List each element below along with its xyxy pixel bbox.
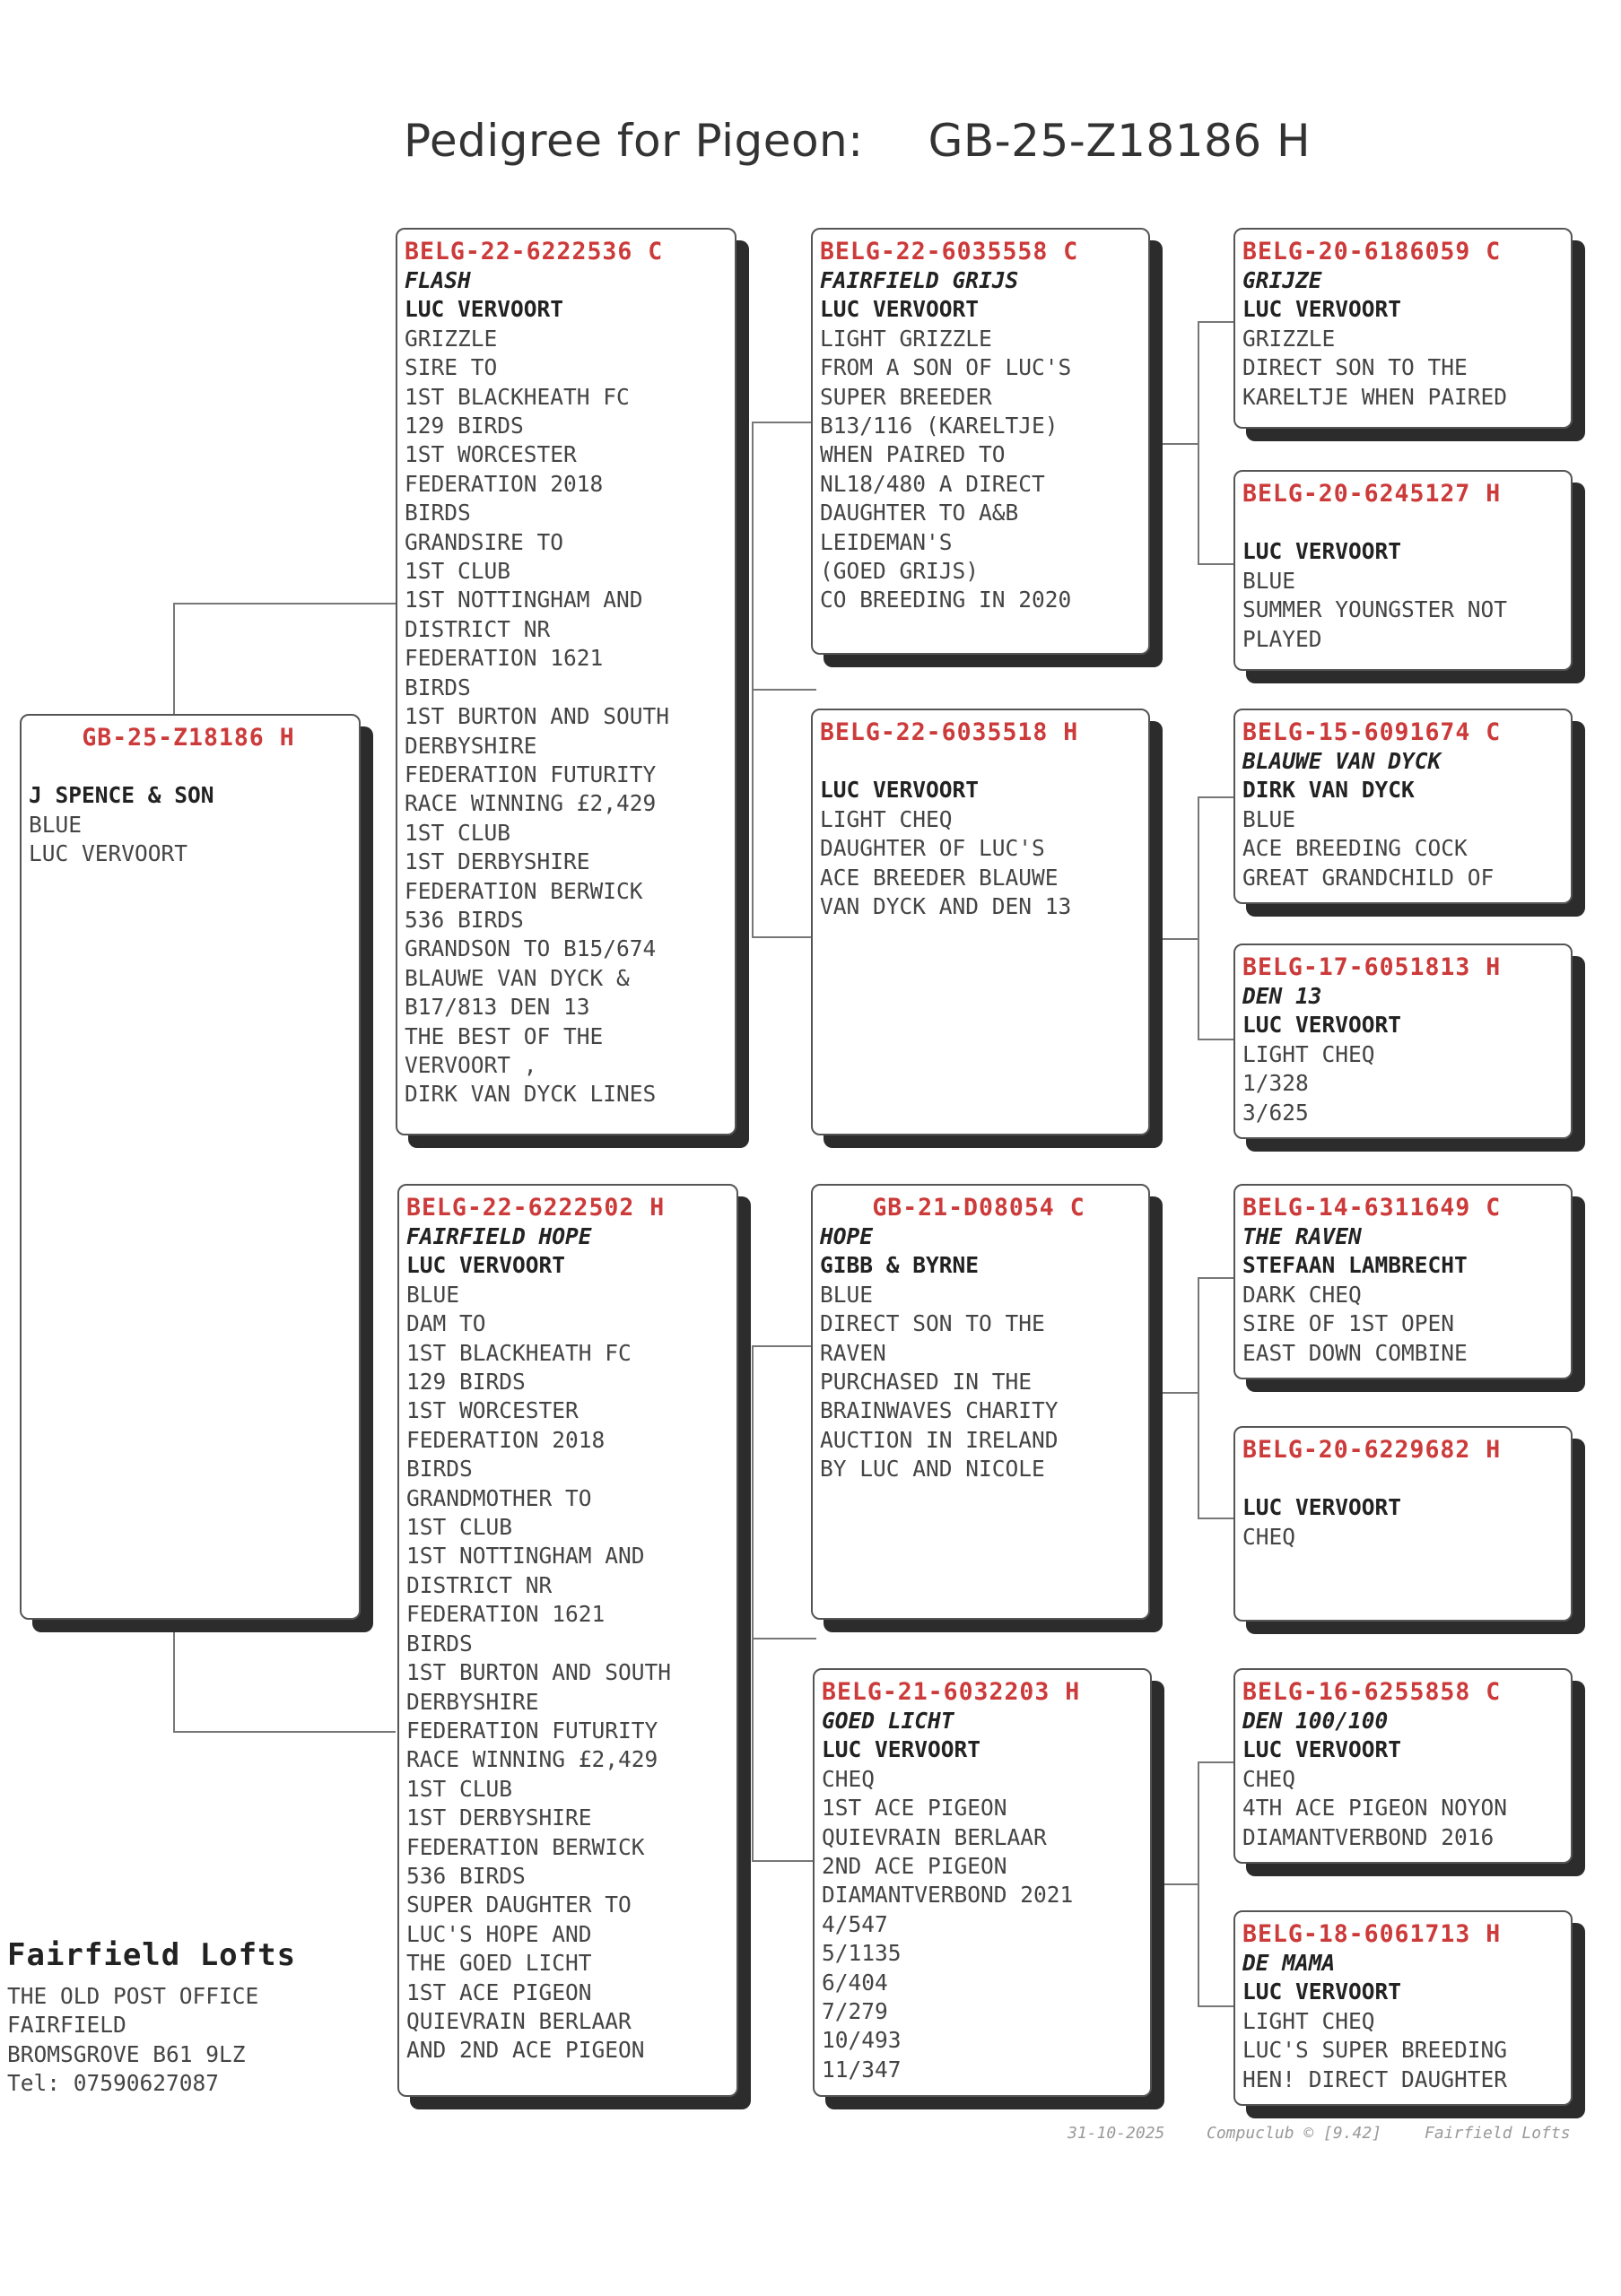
connector [1198,1039,1233,1040]
breeder: LUC VERVOORT [406,1252,566,1279]
connector [1198,1277,1199,1518]
connector [173,603,175,718]
notes: BLUE DIRECT SON TO THE RAVEN PURCHASED IN THE BRAINWAVES CHARITY AUCTION IN IRELAND BY LUC AND NICOLE [820,1281,1059,1483]
ring-number: BELG-22-6222536 C [405,238,664,265]
connector [752,1345,754,1860]
pigeon-name: GRIJZE [1242,267,1322,293]
pigeon-name [1242,1465,1560,1493]
pigeon-name: FAIRFIELD GRIJS [820,267,1019,293]
ring-number: BELG-21-6032203 H [822,1678,1081,1706]
ring-number: BELG-20-6245127 H [1242,480,1502,508]
connector [752,689,816,691]
ring-number: BELG-20-6186059 C [1242,238,1502,265]
great-grandparent-card: BELG-14-6311649 C THE RAVEN STEFAAN LAMBRECHT DARK CHEQ SIRE OF 1ST OPEN EAST DOWN COMBINE [1233,1184,1573,1379]
connector [752,1345,815,1347]
breeder: LUC VERVOORT [29,840,188,867]
ring-number: BELG-22-6222502 H [406,1194,666,1222]
pigeon-name: BLAUWE VAN DYCK [1242,748,1442,774]
stamp-loft: Fairfield Lofts [1425,2124,1571,2143]
notes: LIGHT CHEQ DAUGHTER OF LUC'S ACE BREEDER BLAUWE VAN DYCK AND DEN 13 [820,805,1072,920]
great-grandparent-card: BELG-20-6245127 H LUC VERVOORT BLUE SUMMER YOUNGSTER NOT PLAYED [1233,470,1573,671]
connector [1162,443,1199,445]
connector [752,1860,815,1862]
breeder: DIRK VAN DYCK [1242,777,1415,804]
ring-number: GB-25-Z18186 H [82,724,295,752]
great-grandparent-card: BELG-17-6051813 H DEN 13 LUC VERVOORT LIGHT CHEQ 1/328 3/625 [1233,944,1573,1139]
great-grandparent-card: BELG-16-6255858 C DEN 100/100 LUC VERVOORT CHEQ 4TH ACE PIGEON NOYON DIAMANTVERBOND 2016 [1233,1668,1573,1864]
breeder: LUC VERVOORT [1242,1494,1402,1521]
pigeon-name: DE MAMA [1242,1950,1336,1976]
connector [1198,2005,1233,2007]
connector [752,936,815,938]
pigeon-name [1242,509,1560,537]
title-ring: GB-25-Z18186 H [928,115,1312,167]
breeder: GIBB & BYRNE [820,1252,980,1279]
connector [1198,796,1199,1039]
pigeon-name [820,747,1137,776]
notes: CHEQ 1ST ACE PIGEON QUIEVRAIN BERLAAR 2ND ACE PIGEON DIAMANTVERBOND 2021 4/547 5/1135 6/404 7/279 10/493 11/347 [822,1765,1074,2083]
loft-name: Fairfield Lofts [7,1937,297,1973]
dam-dam-card [813,1668,1152,2097]
great-grandparent-card: BELG-20-6229682 H LUC VERVOORT CHEQ [1233,1426,1573,1622]
page-title: Pedigree for Pigeon: GB-25-Z18186 H [404,115,1312,167]
software-credit: Compuclub © [9.42] [1207,2124,1382,2143]
ring-number: BELG-16-6255858 C [1242,1678,1502,1706]
connector [752,422,815,423]
notes: LIGHT GRIZZLE FROM A SON OF LUC'S SUPER BREEDER B13/116 (KARELTJE) WHEN PAIRED TO NL18/480 A DIRECT DAUGHTER TO A&B LEIDEMAN'S (GOED GRIJS) CO BREEDING IN 2020 [820,325,1072,613]
connector [1162,1392,1199,1394]
dam-sire-card [811,1184,1150,1620]
ring-number: BELG-14-6311649 C [1242,1194,1502,1222]
connector [1198,1761,1233,1763]
breeder: LUC VERVOORT [1242,296,1402,323]
pigeon-name: FLASH [405,267,471,293]
ring-number: BELG-22-6035558 C [820,238,1079,265]
breeder: LUC VERVOORT [1242,538,1402,565]
connector [1198,563,1233,565]
pigeon-name: GOED LICHT [822,1708,954,1734]
breeder: LUC VERVOORT [1242,1736,1402,1763]
ring-number: BELG-18-6061713 H [1242,1920,1502,1948]
great-grandparent-card: BELG-20-6186059 C GRIJZE LUC VERVOORT GRIZZLE DIRECT SON TO THE KARELTJE WHEN PAIRED [1233,228,1573,429]
connector [1198,321,1199,563]
loft-address: THE OLD POST OFFICE FAIRFIELD BROMSGROVE B61 9LZ Tel: 07590627087 [7,1982,258,2099]
dam-card [397,1184,738,2097]
breeder: LUC VERVOORT [822,1736,981,1763]
pigeon-name: THE RAVEN [1242,1223,1362,1249]
owner: J SPENCE & SON [29,782,214,809]
breeder: LUC VERVOORT [820,777,980,804]
connector [1198,321,1233,323]
connector [752,1638,816,1639]
connector [1162,938,1199,940]
breeder: LUC VERVOORT [405,296,564,323]
connector [1198,796,1233,798]
ring-number: BELG-20-6229682 H [1242,1436,1502,1464]
connector [1198,1518,1233,1519]
great-grandparent-card: BELG-15-6091674 C BLAUWE VAN DYCK DIRK VAN DYCK BLUE ACE BREEDING COCK GREAT GRANDCHILD OF [1233,709,1573,904]
connector [173,603,396,604]
subject-card [20,714,361,1620]
breeder: LUC VERVOORT [1242,1979,1402,2005]
breeder: LUC VERVOORT [820,296,980,323]
connector [1198,1277,1233,1279]
breeder: LUC VERVOORT [1242,1012,1402,1039]
sire-dam-card [811,709,1150,1135]
pigeon-name: DEN 13 [1242,983,1322,1009]
connector [173,1731,396,1733]
notes: BLUE DAM TO 1ST BLACKHEATH FC 129 BIRDS 1ST WORCESTER FEDERATION 2018 BIRDS GRANDMOTHER TO 1ST CLUB 1ST NOTTINGHAM AND DISTRICT NR FEDERATION 1621 BIRDS 1ST BURTON AND SOUTH DERBYSHIRE FEDERATION FUTURITY RACE WINNING £2,429 1ST CLUB 1ST DERBYSHIRE FEDERATION BERWICK 536 BIRDS SUPER DAUGHTER TO LUC'S HOPE AND THE GOED LICHT 1ST ACE PIGEON QUIEVRAIN BERLAAR AND 2ND ACE PIGEON [406,1281,672,2064]
loft-telephone: Tel: 07590627087 [7,2070,220,2097]
pigeon-name: HOPE [820,1223,874,1249]
colour: BLUE [29,811,83,838]
breeder: STEFAAN LAMBRECHT [1242,1252,1468,1279]
great-grandparent-card: BELG-18-6061713 H DE MAMA LUC VERVOORT LIGHT CHEQ LUC'S SUPER BREEDING HEN! DIRECT DAUGHTER [1233,1910,1573,2106]
notes: GRIZZLE SIRE TO 1ST BLACKHEATH FC 129 BIRDS 1ST WORCESTER FEDERATION 2018 BIRDS GRANDSIRE TO 1ST CLUB 1ST NOTTINGHAM AND DISTRICT NR FEDERATION 1621 BIRDS 1ST BURTON AND SOUTH DERBYSHIRE FEDERATION FUTURITY RACE WINNING £2,429 1ST CLUB 1ST DERBYSHIRE FEDERATION BERWICK 536 BIRDS GRANDSON TO B15/674 BLAUWE VAN DYCK & B17/813 DEN 13 THE BEST OF THE VERVOORT , DIRK VAN DYCK LINES [405,325,670,1108]
sire-sire-card [811,228,1150,655]
ring-number: BELG-17-6051813 H [1242,953,1502,981]
pigeon-name: FAIRFIELD HOPE [406,1223,592,1249]
sire-card [396,228,736,1135]
ring-number: BELG-15-6091674 C [1242,718,1502,746]
connector [173,1625,175,1733]
print-date: 31-10-2025 [1068,2124,1165,2143]
ring-number: BELG-22-6035518 H [820,718,1079,746]
pigeon-name: DEN 100/100 [1242,1708,1389,1734]
ring-number: GB-21-D08054 C [872,1194,1085,1222]
connector [1162,1883,1199,1885]
connector [752,422,754,936]
